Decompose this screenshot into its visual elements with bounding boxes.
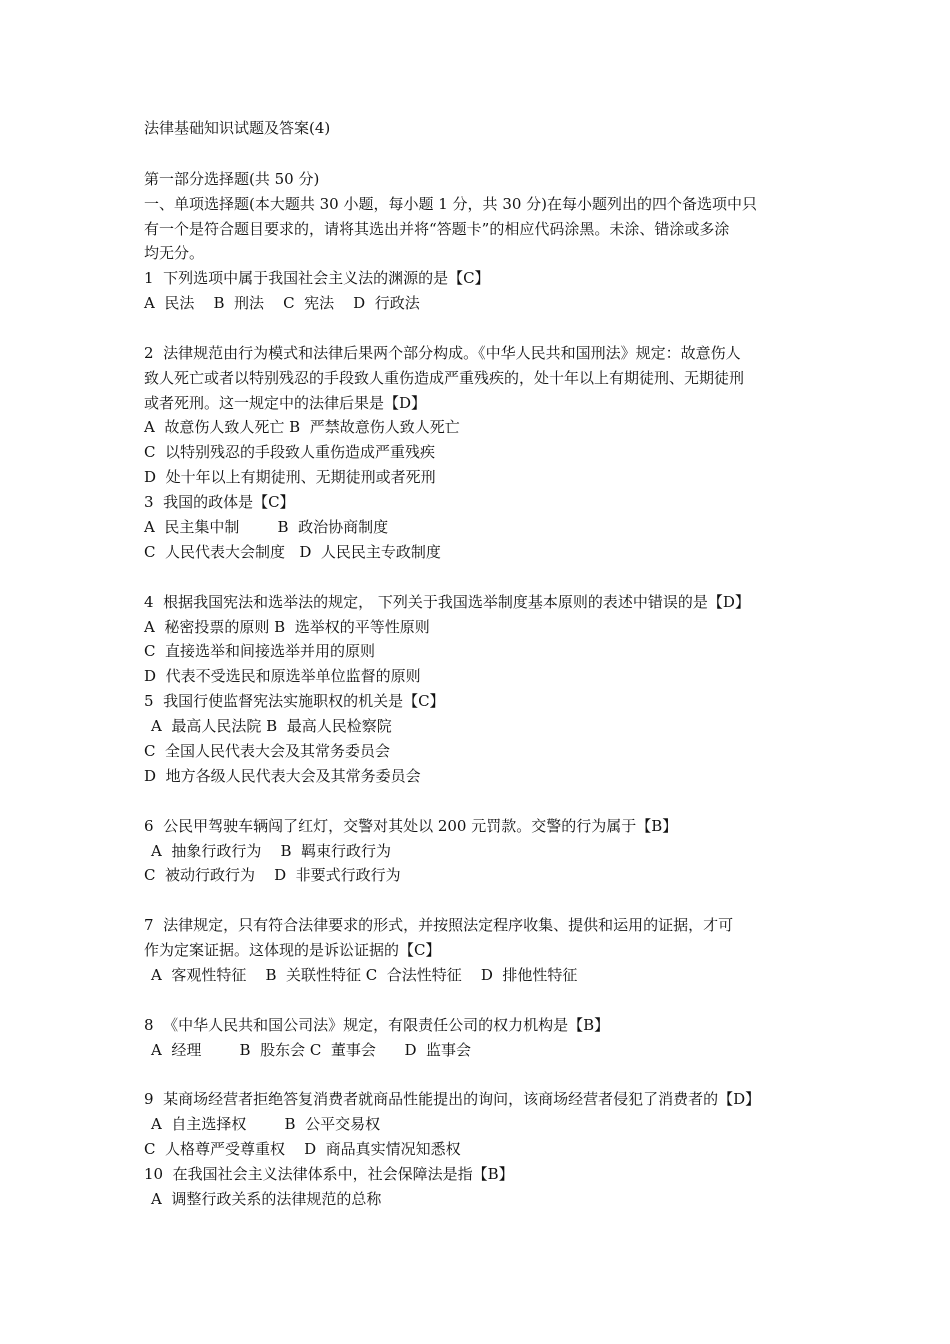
instruction-line: 一、单项选择题(本大题共 30 小题，每小题 1 分，共 30 分)在每小题列出的四个备选项中只 — [144, 195, 758, 213]
question-2-option: D 处十年以上有期徒刑、无期徒刑或者死刑 — [144, 468, 436, 486]
question-2-option: C 以特别残忍的手段致人重伤造成严重残疾 — [144, 443, 436, 461]
question-8-options: A 经理 B 股东会 C 董事会 D 监事会 — [151, 1041, 472, 1059]
question-3-option: A 民主集中制 B 政治协商制度 — [144, 518, 389, 536]
question-9-option: A 自主选择权 B 公平交易权 — [151, 1115, 381, 1133]
question-6: 6 公民甲驾驶车辆闯了红灯，交警对其处以 200 元罚款。交警的行为属于【B】 — [144, 817, 678, 835]
question-9-option: C 人格尊严受尊重权 D 商品真实情况知悉权 — [144, 1140, 461, 1158]
question-5-option: C 全国人民代表大会及其常务委员会 — [144, 742, 391, 760]
question-4: 4 根据我国宪法和选举法的规定， 下列关于我国选举制度基本原则的表述中错误的是【D】 — [144, 593, 750, 611]
question-3: 3 我国的政体是【C】 — [144, 493, 295, 511]
question-4-option: A 秘密投票的原则 B 选举权的平等性原则 — [144, 618, 430, 636]
question-3-option: C 人民代表大会制度 D 人民民主专政制度 — [144, 543, 441, 561]
question-7: 7 法律规定，只有符合法律要求的形式，并按照法定程序收集、提供和运用的证据，才可 — [144, 916, 734, 934]
question-7-options: A 客观性特征 B 关联性特征 C 合法性特征 D 排他性特征 — [151, 966, 578, 984]
question-2-text: 或者死刑。这一规定中的法律后果是【D】 — [144, 394, 427, 412]
question-4-option: D 代表不受选民和原选举单位监督的原则 — [144, 667, 421, 685]
question-9: 9 某商场经营者拒绝答复消费者就商品性能提出的询问，该商场经营者侵犯了消费者的【D】 — [144, 1090, 761, 1108]
document-title: 法律基础知识试题及答案(4) — [144, 119, 331, 137]
question-1-options: A 民法 B 刑法 C 宪法 D 行政法 — [144, 294, 420, 312]
question-6-option: C 被动行政行为 D 非要式行政行为 — [144, 866, 401, 884]
question-1: 1 下列选项中属于我国社会主义法的渊源的是【C】 — [144, 269, 490, 287]
question-8: 8 《中华人民共和国公司法》规定，有限责任公司的权力机构是【B】 — [144, 1016, 610, 1034]
part-heading: 第一部分选择题(共 50 分) — [144, 170, 320, 188]
question-10-option: A 调整行政关系的法律规范的总称 — [151, 1190, 382, 1208]
question-10: 10 在我国社会主义法律体系中，社会保障法是指【B】 — [144, 1165, 514, 1183]
question-2-option: A 故意伤人致人死亡 B 严禁故意伤人致人死亡 — [144, 418, 460, 436]
instruction-line: 有一个是符合题目要求的，请将其选出并将“答题卡”的相应代码涂黑。未涂、错涂或多涂 — [144, 220, 730, 238]
question-7-text: 作为定案证据。这体现的是诉讼证据的【C】 — [144, 941, 441, 959]
instruction-line: 均无分。 — [144, 244, 205, 262]
question-5-option: A 最高人民法院 B 最高人民检察院 — [151, 717, 392, 735]
question-4-option: C 直接选举和间接选举并用的原则 — [144, 642, 376, 660]
question-2-text: 致人死亡或者以特别残忍的手段致人重伤造成严重残疾的，处十年以上有期徒刑、无期徒刑 — [144, 369, 745, 387]
question-5: 5 我国行使监督宪法实施职权的机关是【C】 — [144, 692, 445, 710]
question-5-option: D 地方各级人民代表大会及其常务委员会 — [144, 767, 421, 785]
question-6-option: A 抽象行政行为 B 羁束行政行为 — [151, 842, 392, 860]
question-2: 2 法律规范由行为模式和法律后果两个部分构成。《中华人民共和国刑法》规定：故意伤人 — [144, 344, 741, 362]
